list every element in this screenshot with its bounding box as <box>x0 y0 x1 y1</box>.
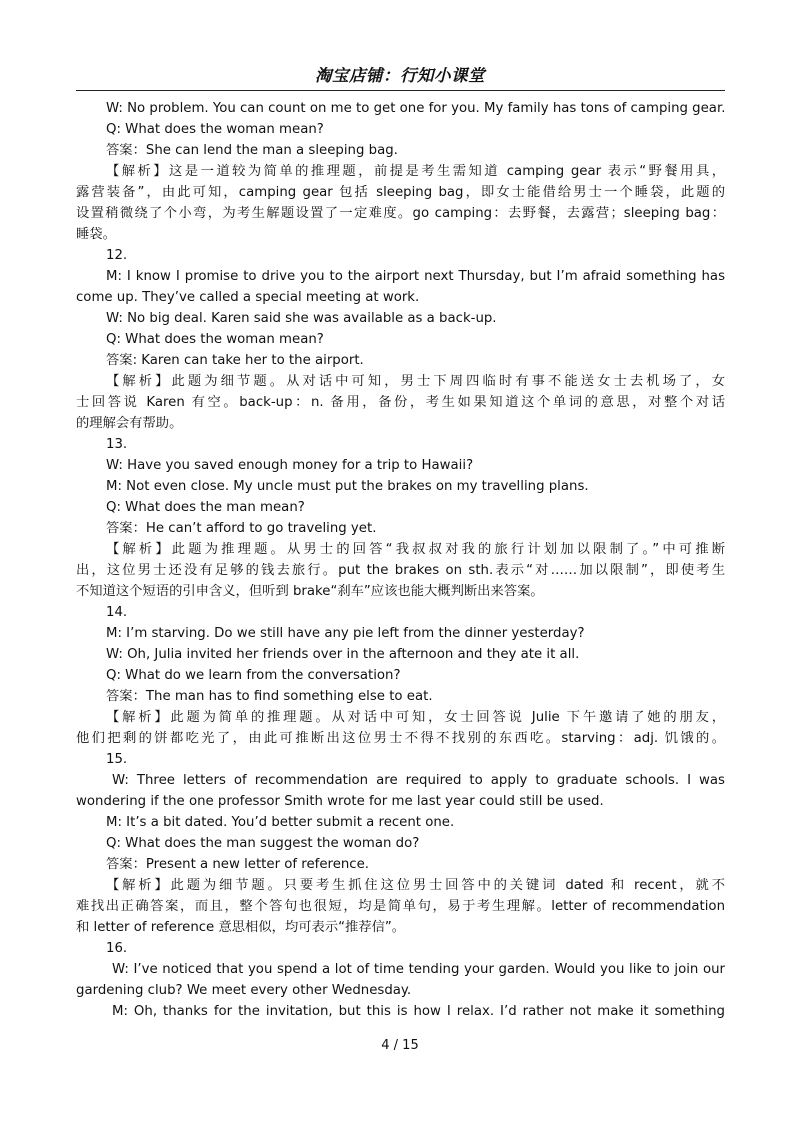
dialogue-line: W: No problem. You can count on me to get one for you. My family has tons of camping gear. <box>106 101 725 116</box>
question-number: 15. <box>106 752 128 767</box>
question-line: Q: What does the woman mean? <box>106 332 324 347</box>
dialogue-line: M: I know I promise to drive you to the airport next Thursday, but I’m afraid something has <box>106 269 725 284</box>
answer-line: 答案: Karen can take her to the airport. <box>106 353 364 368</box>
analysis-line: 【解析】此题为简单的推理题。从对话中可知，女士回答说 Julie 下午邀请了她的朋友， <box>106 710 725 725</box>
question-line: Q: What does the man mean? <box>106 500 305 515</box>
dialogue-line: gardening club? We meet every other Wednesday. <box>76 983 412 998</box>
dialogue-line: wondering if the one professor Smith wrote for me last year could still be used. <box>76 794 604 809</box>
header-divider <box>76 90 725 91</box>
question-line: Q: What does the woman mean? <box>106 122 324 137</box>
question-number: 14. <box>106 605 128 620</box>
question-line: Q: What does the man suggest the woman do? <box>106 836 420 851</box>
analysis-line: 设置稍微绕了个小弯，为考生解题设置了一定难度。go camping：去野餐，去露营；sleeping bag： <box>76 206 725 221</box>
analysis-line: 难找出正确答案，而且，整个答句也很短，均是简单句，易于考生理解。letter of recommendation <box>76 899 725 914</box>
dialogue-line: W: I’ve noticed that you spend a lot of time tending your garden. Would you like to join our <box>112 962 725 977</box>
analysis-line: 士回答说 Karen 有空。back-up：n. 备用，备份，考生如果知道这个单词的意思，对整个对话 <box>76 395 725 410</box>
dialogue-line: W: Oh, Julia invited her friends over in the afternoon and they ate it all. <box>106 647 580 662</box>
answer-line: 答案：The man has to find something else to eat. <box>106 689 433 704</box>
analysis-line: 的理解会有帮助。 <box>76 416 183 431</box>
analysis-line: 露营装备”，由此可知，camping gear 包括 sleeping bag，即女士能借给男士一个睡袋，此题的 <box>76 185 725 200</box>
dialogue-line: M: Not even close. My uncle must put the brakes on my travelling plans. <box>106 479 589 494</box>
question-number: 16. <box>106 941 128 956</box>
answer-line: 答案：He can’t afford to go traveling yet. <box>106 521 377 536</box>
answer-line: 答案：She can lend the man a sleeping bag. <box>106 143 398 158</box>
dialogue-line: M: Oh, thanks for the invitation, but this is how I relax. I’d rather not make it something <box>112 1004 725 1019</box>
question-line: Q: What do we learn from the conversation? <box>106 668 401 683</box>
dialogue-line: come up. They’ve called a special meeting at work. <box>76 290 420 305</box>
document-body <box>76 98 725 1022</box>
question-number: 12. <box>106 248 128 263</box>
analysis-line: 和 letter of reference 意思相似，均可表示“推荐信”。 <box>76 920 406 935</box>
dialogue-line: W: No big deal. Karen said she was available as a back-up. <box>106 311 497 326</box>
analysis-line: 【解析】这是一道较为简单的推理题，前提是考生需知道 camping gear 表示“野餐用具， <box>106 164 725 179</box>
analysis-line: 【解析】此题为细节题。只要考生抓住这位男士回答中的关键词 dated 和 recent，就不 <box>106 878 725 893</box>
page-header-title: 淘宝店铺：行知小课堂 <box>315 66 485 85</box>
analysis-line: 他们把剩的饼都吃光了，由此可推断出这位男士不得不找别的东西吃。starving：adj. 饥饿的。 <box>76 731 725 746</box>
analysis-line: 【解析】此题为细节题。从对话中可知，男士下周四临时有事不能送女士去机场了，女 <box>106 374 725 389</box>
analysis-line: 出，这位男士还没有足够的钱去旅行。put the brakes on sth.表示“对……加以限制”，即使考生 <box>76 563 725 578</box>
dialogue-line: W: Three letters of recommendation are required to apply to graduate schools. I was <box>112 773 725 788</box>
page-number: 4 / 15 <box>381 1038 419 1053</box>
analysis-line: 睡袋。 <box>76 227 116 242</box>
question-number: 13. <box>106 437 128 452</box>
answer-line: 答案：Present a new letter of reference. <box>106 857 370 872</box>
dialogue-line: W: Have you saved enough money for a trip to Hawaii? <box>106 458 474 473</box>
analysis-line: 不知道这个短语的引申含义，但听到 brake“刹车”应该也能大概判断出来答案。 <box>76 584 544 599</box>
analysis-line: 【解析】此题为推理题。从男士的回答“我叔叔对我的旅行计划加以限制了。”中可推断 <box>106 542 725 557</box>
dialogue-line: M: I’m starving. Do we still have any pie left from the dinner yesterday? <box>106 626 585 641</box>
dialogue-line: M: It’s a bit dated. You’d better submit a recent one. <box>106 815 455 830</box>
